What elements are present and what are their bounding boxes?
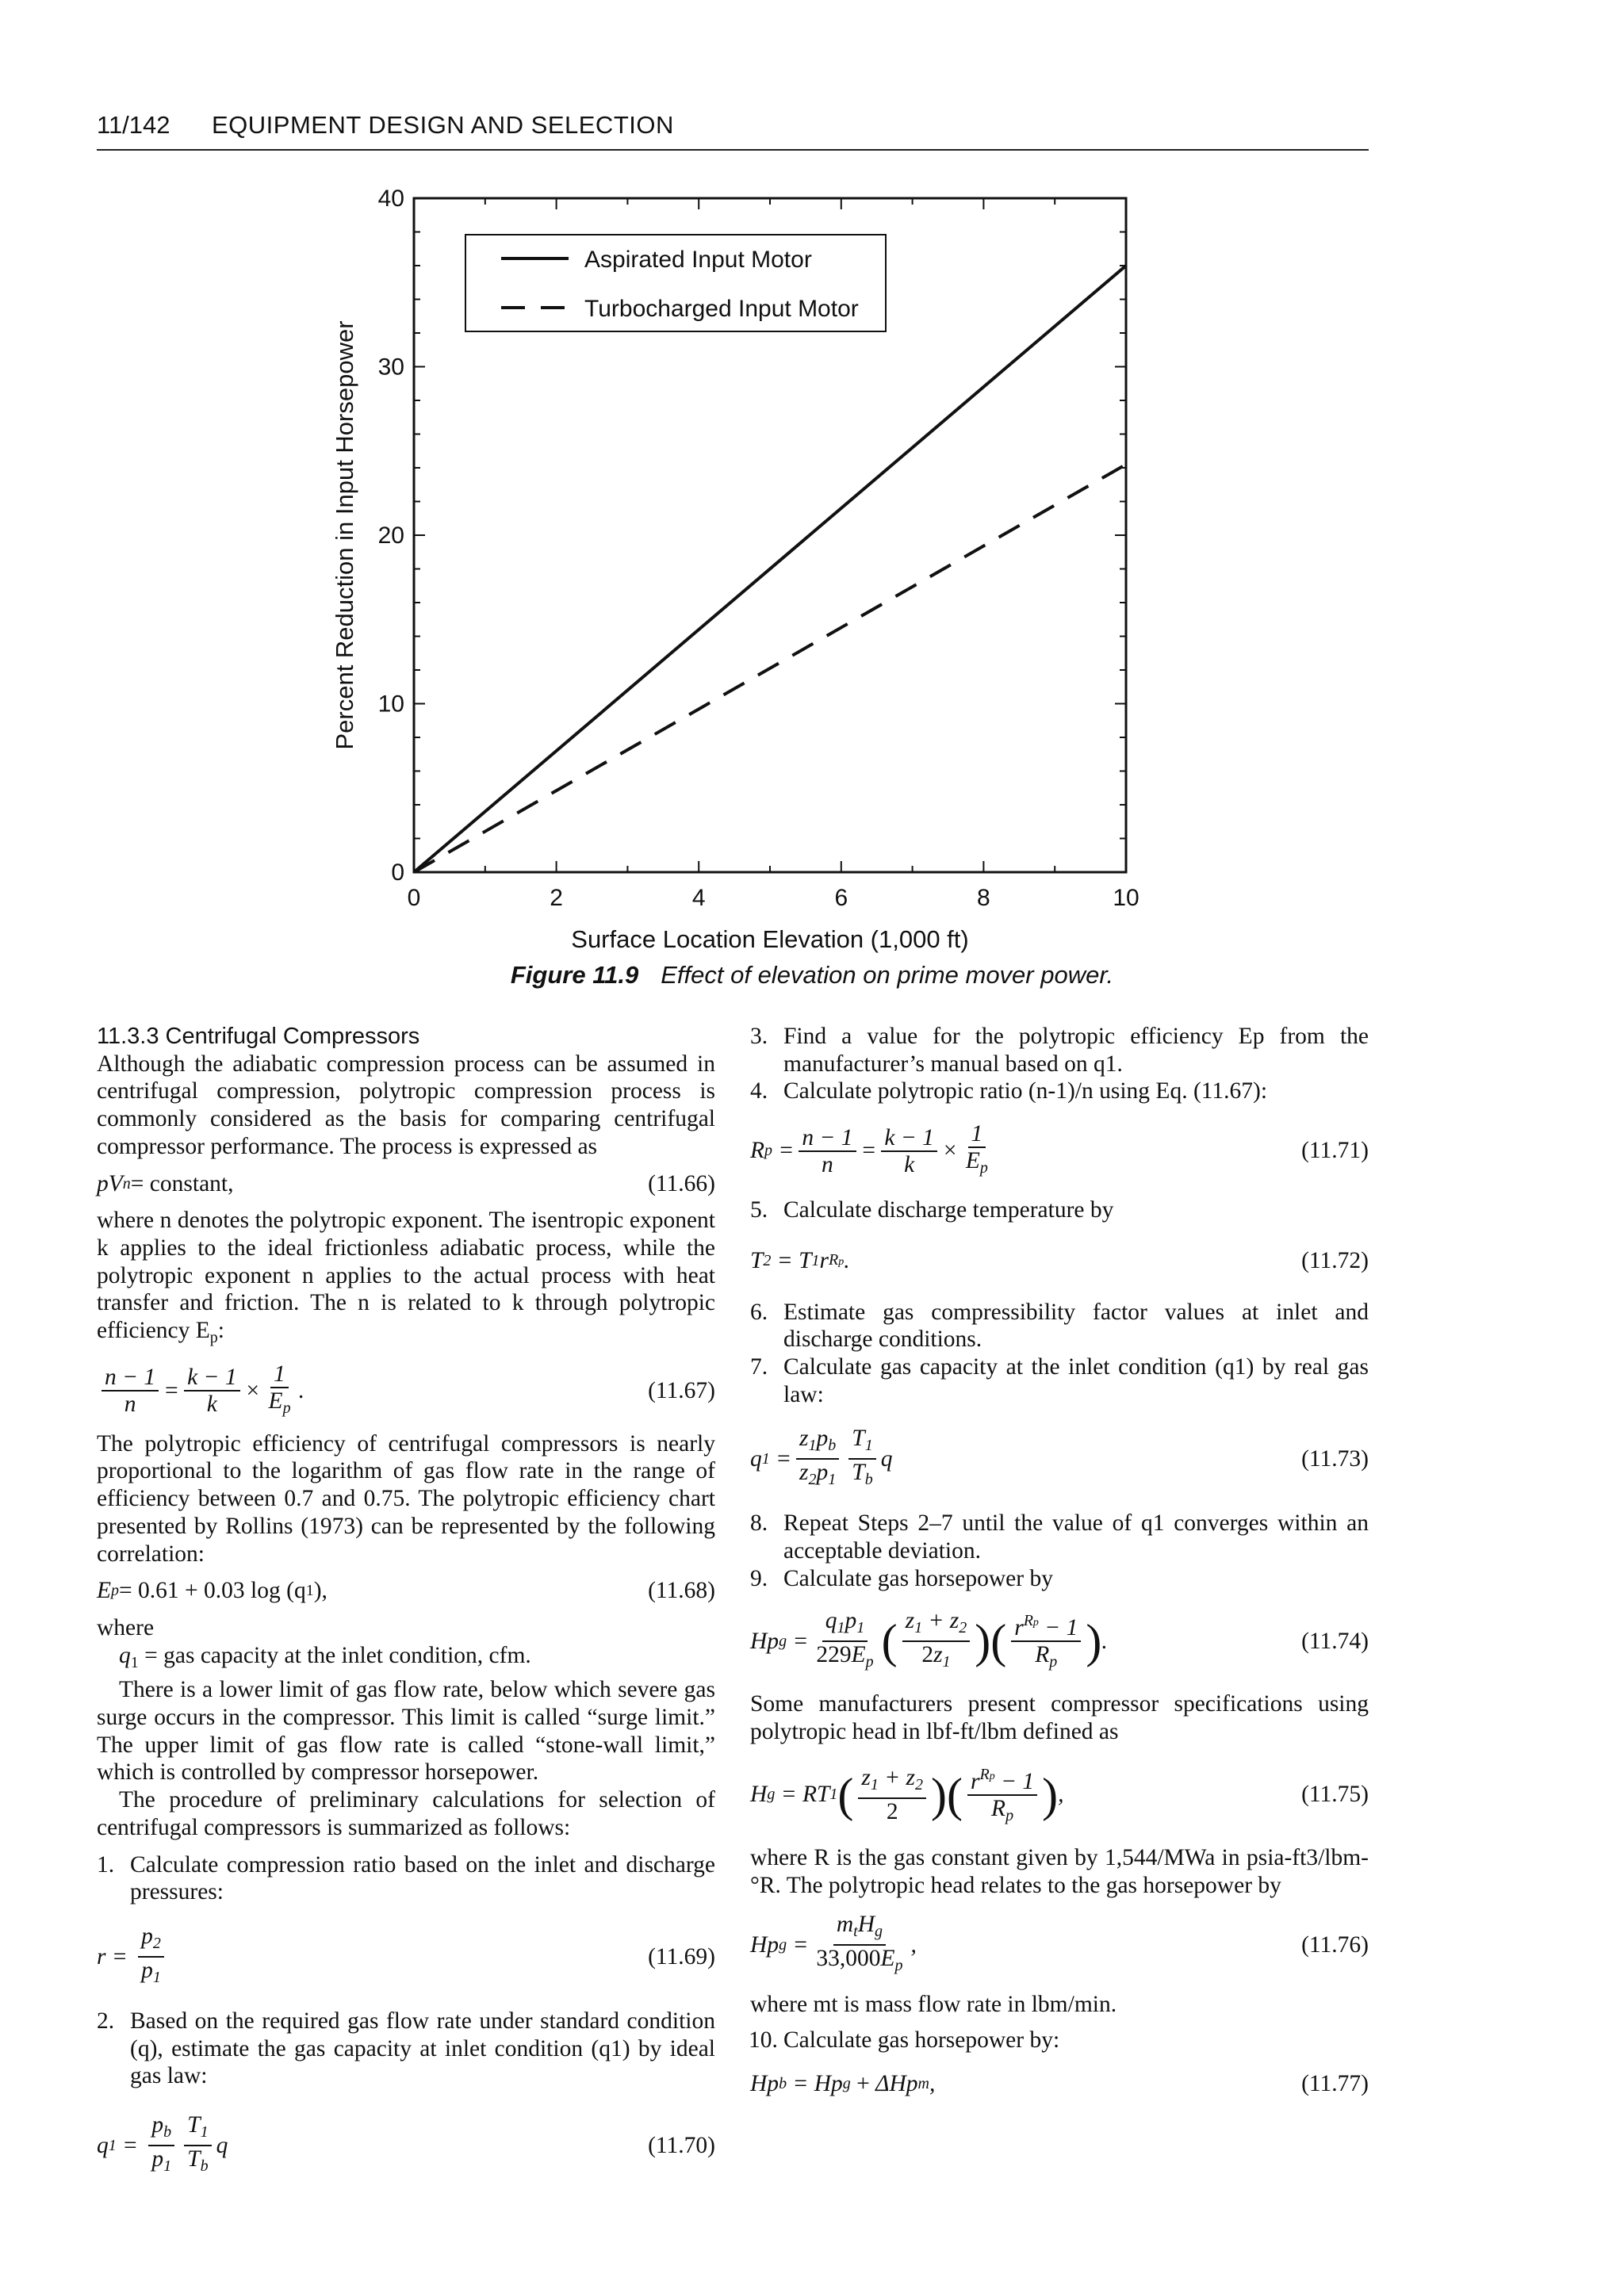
equation-number: (11.73) bbox=[1301, 1445, 1369, 1472]
step-9: 9. Calculate gas horsepower by bbox=[750, 1565, 1053, 1591]
where-label: where bbox=[97, 1614, 155, 1640]
step-8: 8. Repeat Steps 2–7 until the value of q1 converges within an acceptable deviation. bbox=[750, 1510, 1369, 1564]
step-text: Calculate gas horsepower by bbox=[783, 1565, 1053, 1591]
left-column bbox=[97, 1023, 715, 2201]
x-axis-label: Surface Location Elevation (1,000 ft) bbox=[571, 925, 969, 953]
where-definition: $q_1$ = gas capacity at the inlet condition, cfm. bbox=[119, 1642, 531, 1671]
step-text: Estimate gas compressibility factor values at inlet and discharge conditions. bbox=[783, 1299, 1369, 1353]
subscript: p bbox=[209, 1329, 218, 1347]
x-tick-label: 4 bbox=[691, 885, 706, 911]
equation-11-71: R p = $\frac{n - 1}{n}$ = $\frac{k - 1}{k}$ × $\frac{1}{E_p}$ (11.71) bbox=[750, 1121, 1369, 1177]
page-header bbox=[97, 111, 1365, 151]
step-text: Calculate polytropic ratio (n-1)/n using Eq. (11.67): bbox=[783, 1078, 1268, 1104]
page-number: 11/142 bbox=[97, 111, 170, 139]
figure-chart bbox=[317, 174, 1189, 959]
equation-number: (11.77) bbox=[1301, 2070, 1369, 2096]
step-text: Calculate gas horsepower by: bbox=[783, 2027, 1060, 2053]
equation-number: (11.68) bbox=[648, 1578, 715, 1604]
step-text: Calculate gas capacity at the inlet condition (q1) by real gas law: bbox=[783, 1353, 1369, 1407]
x-tick-label: 6 bbox=[834, 885, 848, 911]
equation-11-68: E p = 0.61 + 0.03 log (q 1 ), (11.68) bbox=[97, 1578, 715, 1604]
equation-number: (11.70) bbox=[648, 2132, 715, 2158]
equation-number: (11.69) bbox=[648, 1943, 715, 1970]
y-tick-label: 0 bbox=[391, 859, 404, 886]
caption-text: Effect of elevation on prime mover power. bbox=[661, 961, 1114, 989]
paragraph-gas-constant: where R is the gas constant given by 1,544/MWa in psia-ft3/lbm-°R. The polytropic head relates to the gas horsepower by bbox=[750, 1844, 1369, 1898]
equation-11-72: T 2 = T 1 r Rp . (11.72) bbox=[750, 1248, 1369, 1274]
paragraph-mass-flow: where mt is mass flow rate in lbm/min. bbox=[750, 1992, 1117, 2018]
paragraph-text: where n denotes the polytropic exponent. The isentropic exponent k applies to the ideal frictionless adiabatic process, while the polytropic exponent n applies to the actual process with heat transfer and friction. The n is related to k through polytropic efficiency E bbox=[97, 1208, 715, 1344]
step-3: 3. Find a value for the polytropic efficiency Ep from the manufacturer’s manual based on q1. bbox=[750, 1024, 1369, 1077]
running-title: EQUIPMENT DESIGN AND SELECTION bbox=[212, 111, 674, 139]
equation-11-75: H g = RT 1 ( $\frac{z_1 + z_2}{2}$ )( $\frac{r^{Rp} - 1}{R_p}$ ) , (11.75) bbox=[750, 1762, 1369, 1828]
equation-11-67: $\frac{n - 1}{n}$ = $\frac{k - 1}{k}$ × $\frac{1}{E_p}$ . (11.67) bbox=[97, 1361, 715, 1421]
step-text: Based on the required gas flow rate under standard condition (q), estimate the gas capacity at inlet condition (q1) by ideal gas law: bbox=[130, 2008, 715, 2089]
step-list-right-3 bbox=[750, 1299, 1369, 1409]
eq-lhs: pV bbox=[97, 1170, 123, 1196]
eq-end: ), bbox=[313, 1578, 327, 1604]
equation-11-74: Hp g = $\frac{q_1p_1}{229E_p}$ ( $\frac{z_1 + z_2}{2z_1}$ )( $\frac{r^{Rp} - 1}{R_p}$ ) . (11.74) bbox=[750, 1608, 1369, 1671]
x-tick-label: 0 bbox=[407, 885, 421, 911]
definition-text: = gas capacity at the inlet condition, cfm. bbox=[138, 1642, 531, 1668]
series-line-2 bbox=[414, 465, 1126, 872]
step-list-right-5 bbox=[750, 2027, 1369, 2054]
paragraph-intro: Although the adiabatic compression process can be assumed in centrifugal compression, polytropic compression process is commonly considered as the basis for comparing centrifugal compressor performance. The process is expressed as bbox=[97, 1051, 715, 1159]
header-rule bbox=[97, 149, 1369, 151]
equation-11-77: Hp b = Hp g + ΔHp m , (11.77) bbox=[750, 2070, 1369, 2096]
line-chart bbox=[317, 174, 1189, 959]
step-10: 10. Calculate gas horsepower by: bbox=[749, 2027, 1060, 2053]
equation-number: (11.66) bbox=[648, 1170, 715, 1196]
step-1: 1. Calculate compression ratio based on the inlet and discharge pressures: bbox=[97, 1851, 715, 1905]
y-tick-label: 20 bbox=[377, 523, 404, 549]
y-tick-label: 10 bbox=[377, 691, 404, 718]
section-heading: 11.3.3 Centrifugal Compressors bbox=[97, 1024, 420, 1049]
step-text: Calculate discharge temperature by bbox=[783, 1197, 1114, 1223]
step-text: Repeat Steps 2–7 until the value of q1 converges within an acceptable deviation. bbox=[783, 1510, 1369, 1564]
paragraph-head: Some manufacturers present compressor specifications using polytropic head in lbf-ft/lbm defined as bbox=[750, 1691, 1369, 1745]
y-tick-label: 40 bbox=[377, 186, 404, 212]
eq-rhs: = constant, bbox=[130, 1170, 234, 1196]
series-line-1 bbox=[414, 266, 1126, 872]
step-5: 5. Calculate discharge temperature by bbox=[750, 1197, 1114, 1223]
equation-number: (11.76) bbox=[1301, 1931, 1369, 1958]
step-7: 7. Calculate gas capacity at the inlet condition (q1) by real gas law: bbox=[750, 1353, 1369, 1407]
step-list-right-4 bbox=[750, 1510, 1369, 1592]
step-text: Calculate compression ratio based on the inlet and discharge pressures: bbox=[130, 1851, 715, 1905]
x-tick-label: 2 bbox=[550, 885, 563, 911]
step-list-left bbox=[97, 1851, 715, 1906]
step-list-right-2 bbox=[750, 1196, 1369, 1224]
equation-number: (11.74) bbox=[1301, 1629, 1369, 1655]
paragraph-surge: There is a lower limit of gas flow rate, below which severe gas surge occurs in the compressor. This limit is called “surge limit.” The upper limit of gas flow rate is called “stone-wall limit,” which is controlled by compressor horsepower. bbox=[97, 1677, 715, 1786]
paragraph-end: : bbox=[217, 1318, 224, 1344]
equation-11-73: q 1 = $\frac{z_1p_b}{z_2p_1}$ $\frac{T_1}{T_b}$ q (11.73) bbox=[750, 1426, 1369, 1489]
equation-11-76: Hp g = $\frac{m_tH_g}{33,000E_p}$ , (11.76) bbox=[750, 1912, 1369, 1975]
equation-number: (11.72) bbox=[1301, 1248, 1369, 1274]
paragraph-procedure: The procedure of preliminary calculations for selection of centrifugal compressors is summarized as follows: bbox=[97, 1787, 715, 1840]
y-tick-label: 30 bbox=[377, 354, 404, 381]
paragraph-efficiency: The polytropic efficiency of centrifugal compressors is nearly proportional to the logarithm of gas flow rate in the range of efficiency between 0.7 and 0.75. The polytropic efficiency chart presented by Rollins (1973) can be represented by the following correlation: bbox=[97, 1430, 715, 1567]
paragraph-polytropic bbox=[97, 1207, 715, 1352]
equation-number: (11.67) bbox=[648, 1377, 715, 1403]
eq-exp: n bbox=[122, 1174, 131, 1192]
legend-label: Turbocharged Input Motor bbox=[584, 296, 859, 322]
x-tick-label: 10 bbox=[1113, 885, 1139, 911]
eq-lhs: E bbox=[97, 1578, 112, 1604]
equation-11-70: q 1 = $\frac{p_b}{p_1}$ $\frac{T_1}{T_b}$ q (11.70) bbox=[97, 2112, 715, 2176]
caption-label: Figure 11.9 bbox=[510, 961, 639, 989]
y-axis-label: Percent Reduction in Input Horsepower bbox=[331, 320, 358, 750]
equation-number: (11.71) bbox=[1301, 1138, 1369, 1164]
equation-11-66 bbox=[97, 1170, 715, 1198]
step-4: 4. Calculate polytropic ratio (n-1)/n using Eq. (11.67): bbox=[750, 1078, 1268, 1104]
step-6: 6. Estimate gas compressibility factor values at inlet and discharge conditions. bbox=[750, 1299, 1369, 1353]
eq-rhs: = 0.61 + 0.03 log (q bbox=[119, 1578, 306, 1604]
step-text: Find a value for the polytropic efficiency Ep from the manufacturer’s manual based on q1. bbox=[783, 1024, 1369, 1077]
equation-number: (11.75) bbox=[1301, 1782, 1369, 1808]
right-column bbox=[750, 1023, 1369, 2113]
equation-11-69: r = $\frac{p_2}{p_1}$ (11.69) bbox=[97, 1923, 715, 1986]
step-2: 2. Based on the required gas flow rate under standard condition (q), estimate the gas capacity at inlet condition (q1) by ideal gas law: bbox=[97, 2008, 715, 2089]
x-tick-label: 8 bbox=[977, 885, 990, 911]
legend-label: Aspirated Input Motor bbox=[584, 247, 812, 273]
step-list-left-2 bbox=[97, 2008, 715, 2090]
step-list-right bbox=[750, 1023, 1369, 1105]
figure-caption bbox=[0, 961, 1624, 990]
